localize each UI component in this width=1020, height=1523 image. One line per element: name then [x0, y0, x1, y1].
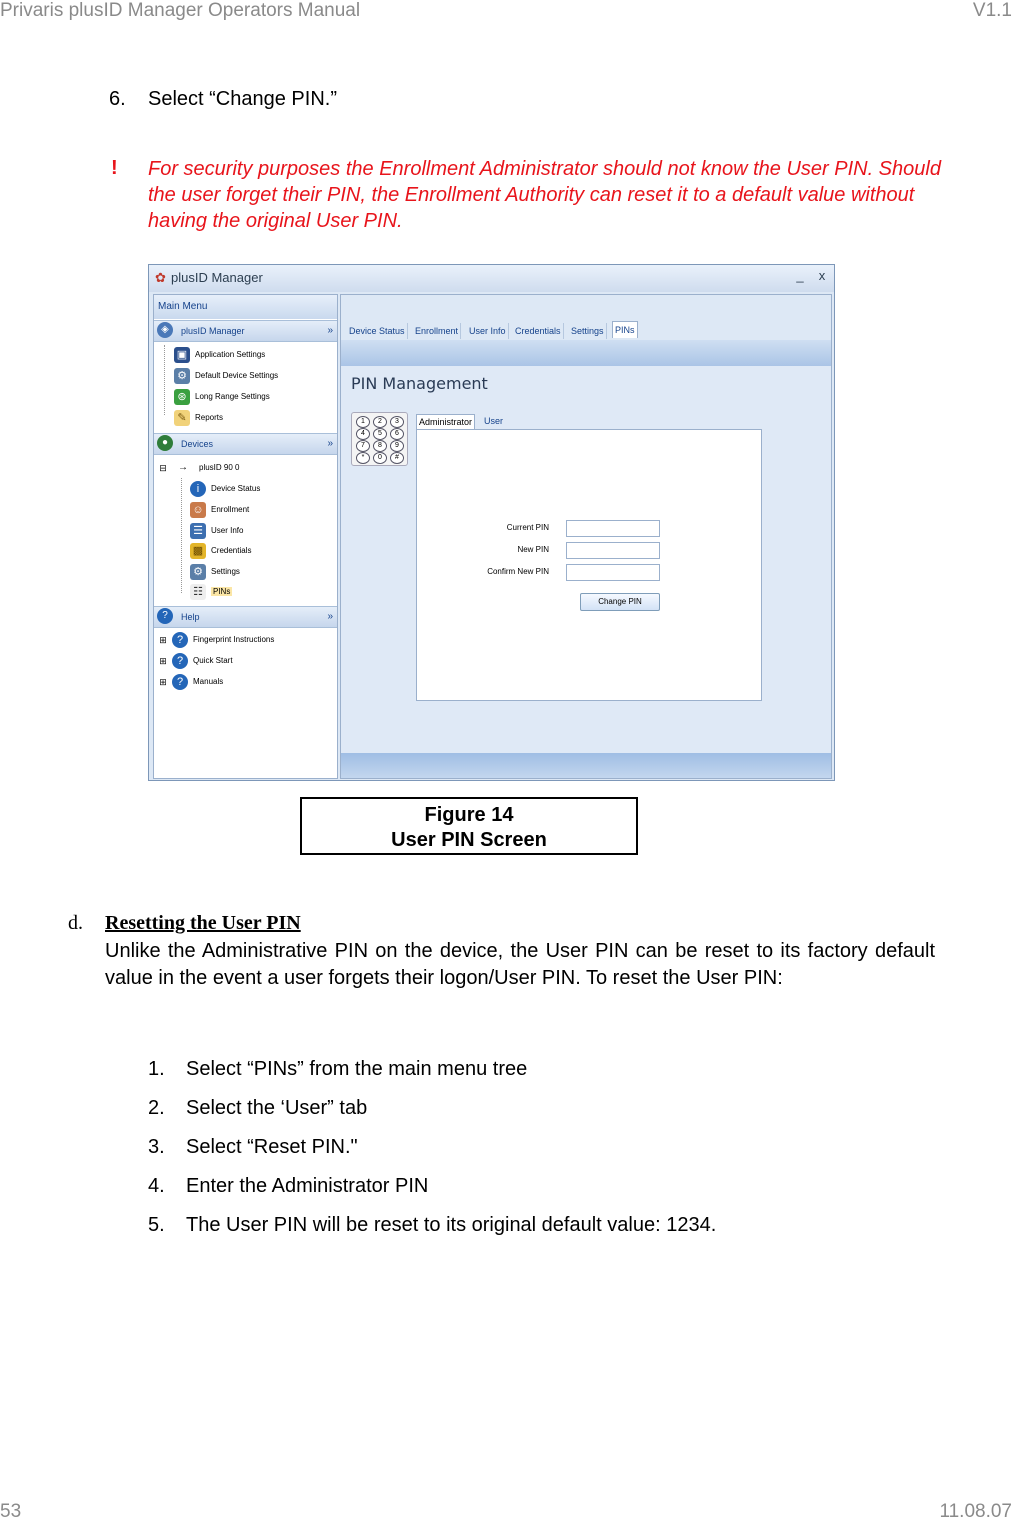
info-icon: i	[190, 481, 206, 497]
collapse-icon[interactable]: »	[327, 438, 333, 449]
tab-enrollment[interactable]: Enrollment	[413, 323, 461, 339]
list-item: 3. Select “Reset PIN."	[148, 1136, 358, 1158]
section-plusid-manager[interactable]	[154, 320, 337, 342]
devices-icon: ●	[157, 435, 173, 451]
help-icon: ?	[172, 632, 188, 648]
report-icon: ✎	[174, 410, 190, 426]
lock-icon: ▩	[190, 543, 206, 559]
list-item: 5. The User PIN will be reset to its original default value: 1234.	[148, 1214, 717, 1236]
device-root[interactable]: ⊟ → plusID 90 0	[159, 459, 239, 477]
figure-number: Figure 14	[424, 804, 514, 826]
sidebar	[153, 294, 338, 779]
tree-line	[164, 345, 165, 415]
figure-caption	[300, 797, 638, 855]
keypad-icon: ☷	[190, 584, 206, 600]
tab-credentials[interactable]: Credentials	[513, 323, 564, 339]
tab-user[interactable]: User	[484, 416, 504, 426]
gear-icon: ⚙	[174, 368, 190, 384]
section-marker: d.	[68, 912, 83, 934]
tab-user-info[interactable]: User Info	[467, 323, 509, 339]
new-pin-input[interactable]	[566, 542, 660, 559]
expand-box-icon: ⊞	[159, 634, 167, 645]
pane-title: PIN Management	[351, 374, 488, 393]
gear-icon: ⚙	[190, 564, 206, 580]
list-item: 4. Enter the Administrator PIN	[148, 1175, 429, 1197]
warning-text: For security purposes the Enrollment Administrator should not know the User PIN. Should the user forget their PIN, the Enrollment Authority can reset it to a default value without having the original User PIN.	[148, 158, 941, 232]
figure-title: User PIN Screen	[391, 829, 547, 851]
footer-date: 11.08.07	[939, 1501, 1012, 1522]
step-6-text: Select “Change PIN.”	[148, 88, 337, 110]
content-area	[340, 294, 832, 779]
menu-item-default-device-settings[interactable]: ⚙ Default Device Settings	[174, 367, 278, 385]
menu-item-quick-start[interactable]: ⊞ ? Quick Start	[159, 654, 233, 667]
collapse-icon[interactable]: »	[327, 611, 333, 622]
footer-swoosh	[341, 753, 831, 778]
collapse-icon[interactable]: »	[327, 325, 333, 336]
collapse-box-icon: ⊟	[159, 462, 167, 473]
tab-strip	[341, 319, 831, 340]
confirm-pin-label: Confirm New PIN	[487, 567, 549, 576]
usb-icon: →	[178, 461, 188, 473]
help-icon: ?	[172, 653, 188, 669]
window-titlebar	[149, 265, 834, 292]
menu-item-device-status[interactable]: i Device Status	[190, 480, 260, 498]
tab-device-status[interactable]: Device Status	[347, 323, 408, 339]
shield-icon: ◈	[157, 322, 173, 338]
section-devices-label: Devices	[181, 439, 214, 449]
header-title: Privaris plusID Manager Operators Manual	[0, 0, 361, 21]
tab-settings[interactable]: Settings	[569, 323, 607, 339]
new-pin-label: New PIN	[517, 545, 549, 554]
keypad-icon: 1 2 3 4 5 6 7 8 9 * 0 #	[351, 412, 408, 466]
steps-list	[148, 1056, 716, 1251]
section-title: Resetting the User PIN	[105, 912, 301, 934]
menu-item-reports[interactable]: ✎ Reports	[174, 409, 223, 427]
help-icon: ?	[172, 674, 188, 690]
header-swoosh	[341, 340, 831, 366]
header-version: V1.1	[972, 0, 1012, 21]
section-paragraph: Unlike the Administrative PIN on the device, the User PIN can be reset to its factory default value in the event a user forgets their logon/User PIN. To reset the User PIN:	[105, 940, 935, 989]
change-pin-button[interactable]: Change PIN	[580, 593, 660, 611]
pin-pane	[341, 366, 831, 753]
menu-item-settings[interactable]: ⚙ Settings	[190, 563, 240, 581]
step-6-number: 6.	[109, 88, 126, 110]
menu-item-application-settings[interactable]: ▣ Application Settings	[174, 346, 265, 364]
antenna-icon: ⊛	[174, 389, 190, 405]
menu-item-manuals[interactable]: ⊞ ? Manuals	[159, 675, 224, 688]
menu-item-long-range-settings[interactable]: ⊛ Long Range Settings	[174, 388, 270, 406]
step-6	[109, 88, 337, 111]
minimize-button[interactable]: _	[796, 268, 804, 283]
menu-item-enrollment[interactable]: ☺ Enrollment	[190, 501, 249, 519]
section-devices[interactable]	[154, 433, 337, 455]
warning-mark: !	[111, 157, 118, 179]
section-help-label: Help	[181, 612, 200, 622]
app-logo-icon: ✿	[155, 270, 166, 285]
current-pin-input[interactable]	[566, 520, 660, 537]
confirm-pin-input[interactable]	[566, 564, 660, 581]
user-card-icon: ☰	[190, 523, 206, 539]
section-plusid-label: plusID Manager	[181, 326, 245, 336]
monitor-icon: ▣	[174, 347, 190, 363]
pin-form	[416, 429, 762, 701]
list-item: 1. Select “PINs” from the main menu tree	[148, 1058, 528, 1080]
close-button[interactable]: x	[818, 268, 826, 283]
tab-pins[interactable]: PINs	[612, 321, 638, 338]
menu-item-pins[interactable]: ☷ PINs	[190, 583, 232, 601]
page-number: 53	[0, 1501, 22, 1522]
expand-box-icon: ⊞	[159, 655, 167, 666]
main-menu-header: Main Menu	[154, 295, 337, 319]
screenshot-window	[148, 264, 835, 781]
expand-box-icon: ⊞	[159, 676, 167, 687]
current-pin-label: Current PIN	[506, 523, 549, 532]
menu-item-credentials[interactable]: ▩ Credentials	[190, 542, 251, 560]
tree-line	[181, 478, 182, 593]
menu-item-user-info[interactable]: ☰ User Info	[190, 522, 243, 540]
tab-administrator[interactable]: Administrator	[416, 414, 475, 429]
window-title: plusID Manager	[171, 270, 263, 285]
section-help[interactable]	[154, 606, 337, 628]
users-icon: ☺	[190, 502, 206, 518]
help-icon: ?	[157, 608, 173, 624]
list-item: 2. Select the ‘User” tab	[148, 1097, 368, 1119]
menu-item-fingerprint-instructions[interactable]: ⊞ ? Fingerprint Instructions	[159, 633, 275, 646]
